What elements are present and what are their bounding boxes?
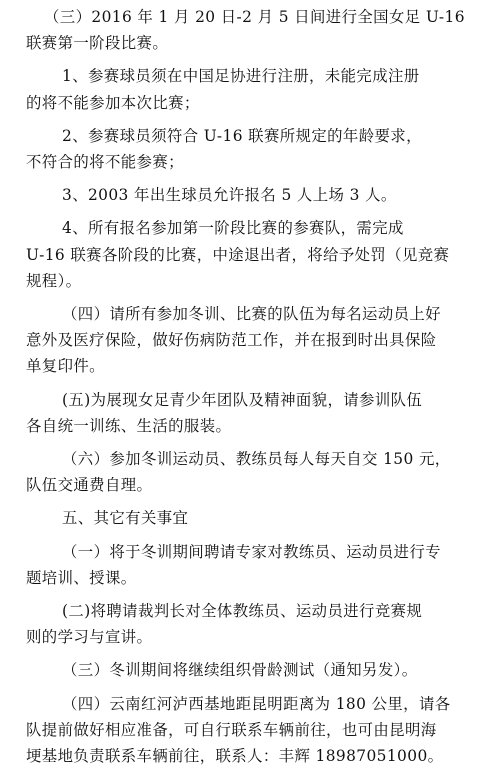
text-line: 不符合的将不能参赛； [26,153,184,172]
text-line: 队提前做好相应准备，可自行联系车辆前往，也可由昆明海 [26,720,437,739]
section-heading: 五、其它有关事宜 [62,509,189,528]
text-line: 联赛第一阶段比赛。 [26,34,169,53]
text-line: 4、所有报名参加第一阶段比赛的参赛队，需完成 [62,219,404,238]
text-line: 单复印件。 [26,357,105,376]
text-line: 的将不能参加本次比赛； [26,93,200,112]
text-line: 队伍交通费自理。 [26,476,153,495]
text-line: 则的学习与宣讲。 [26,628,153,647]
text-line: 意外及医疗保险，做好伤病防范工作，并在报到时出具保险 [26,331,437,350]
paragraph-section-6-fees [26,446,478,498]
text-line: 1、参赛球员须在中国足协进行注册，未能完成注册 [62,67,420,86]
paragraph-item-1-registration [26,63,478,115]
paragraph-item-2-age [26,123,478,175]
paragraph-item-3-quota [26,182,478,208]
text-line: （三）2016 年 1 月 20 日-2 月 5 日间进行全国女足 U-16 [44,8,465,26]
text-line: （四）云南红河泸西基地距昆明距离为 180 公里，请各 [62,694,451,713]
text-line: 3、2003 年出生球员允许报名 5 人上场 3 人。 [62,186,397,205]
paragraph-other-3-bone-age [26,657,478,683]
paragraph-section-3-schedule [26,4,478,56]
paragraph-section-4-insurance [26,301,478,380]
text-line: （四）请所有参加冬训、比赛的队伍为每名运动员上好 [62,305,441,324]
text-line: （三）冬训期间将继续组织骨龄测试（通知另发）。 [62,661,418,680]
text-line: (二)将聘请裁判长对全体教练员、运动员进行竞赛规 [62,602,423,621]
text-line: 埂基地负责联系车辆前往，联系人：丰辉 18987051000。 [26,747,444,766]
paragraph-other-2-referee [26,598,478,650]
text-line: （一）将于冬训期间聘请专家对教练员、运动员进行专 [62,542,441,561]
text-line: 2、参赛球员须符合 U-16 联赛所规定的年龄要求， [62,126,422,145]
document-body [26,4,478,769]
text-line: （六）参加冬训运动员、教练员每人每天自交 150 元， [62,450,451,469]
paragraph-item-4-withdrawal [26,215,478,294]
paragraph-other-1-training [26,539,478,591]
paragraph-other-4-transport [26,691,478,769]
text-line: 题培训、授课。 [26,568,137,587]
text-line: U-16 联赛各阶段的比赛，中途退出者，将给予处罚（见竞赛 [26,245,450,264]
heading-other-matters [26,505,478,531]
text-line: 规程）。 [26,271,82,290]
text-line: (五)为展现女足青少年团队及精神面貌，请参训队伍 [62,390,423,409]
text-line: 各自统一训练、生活的服装。 [26,416,232,435]
paragraph-section-5-uniform [26,387,478,439]
